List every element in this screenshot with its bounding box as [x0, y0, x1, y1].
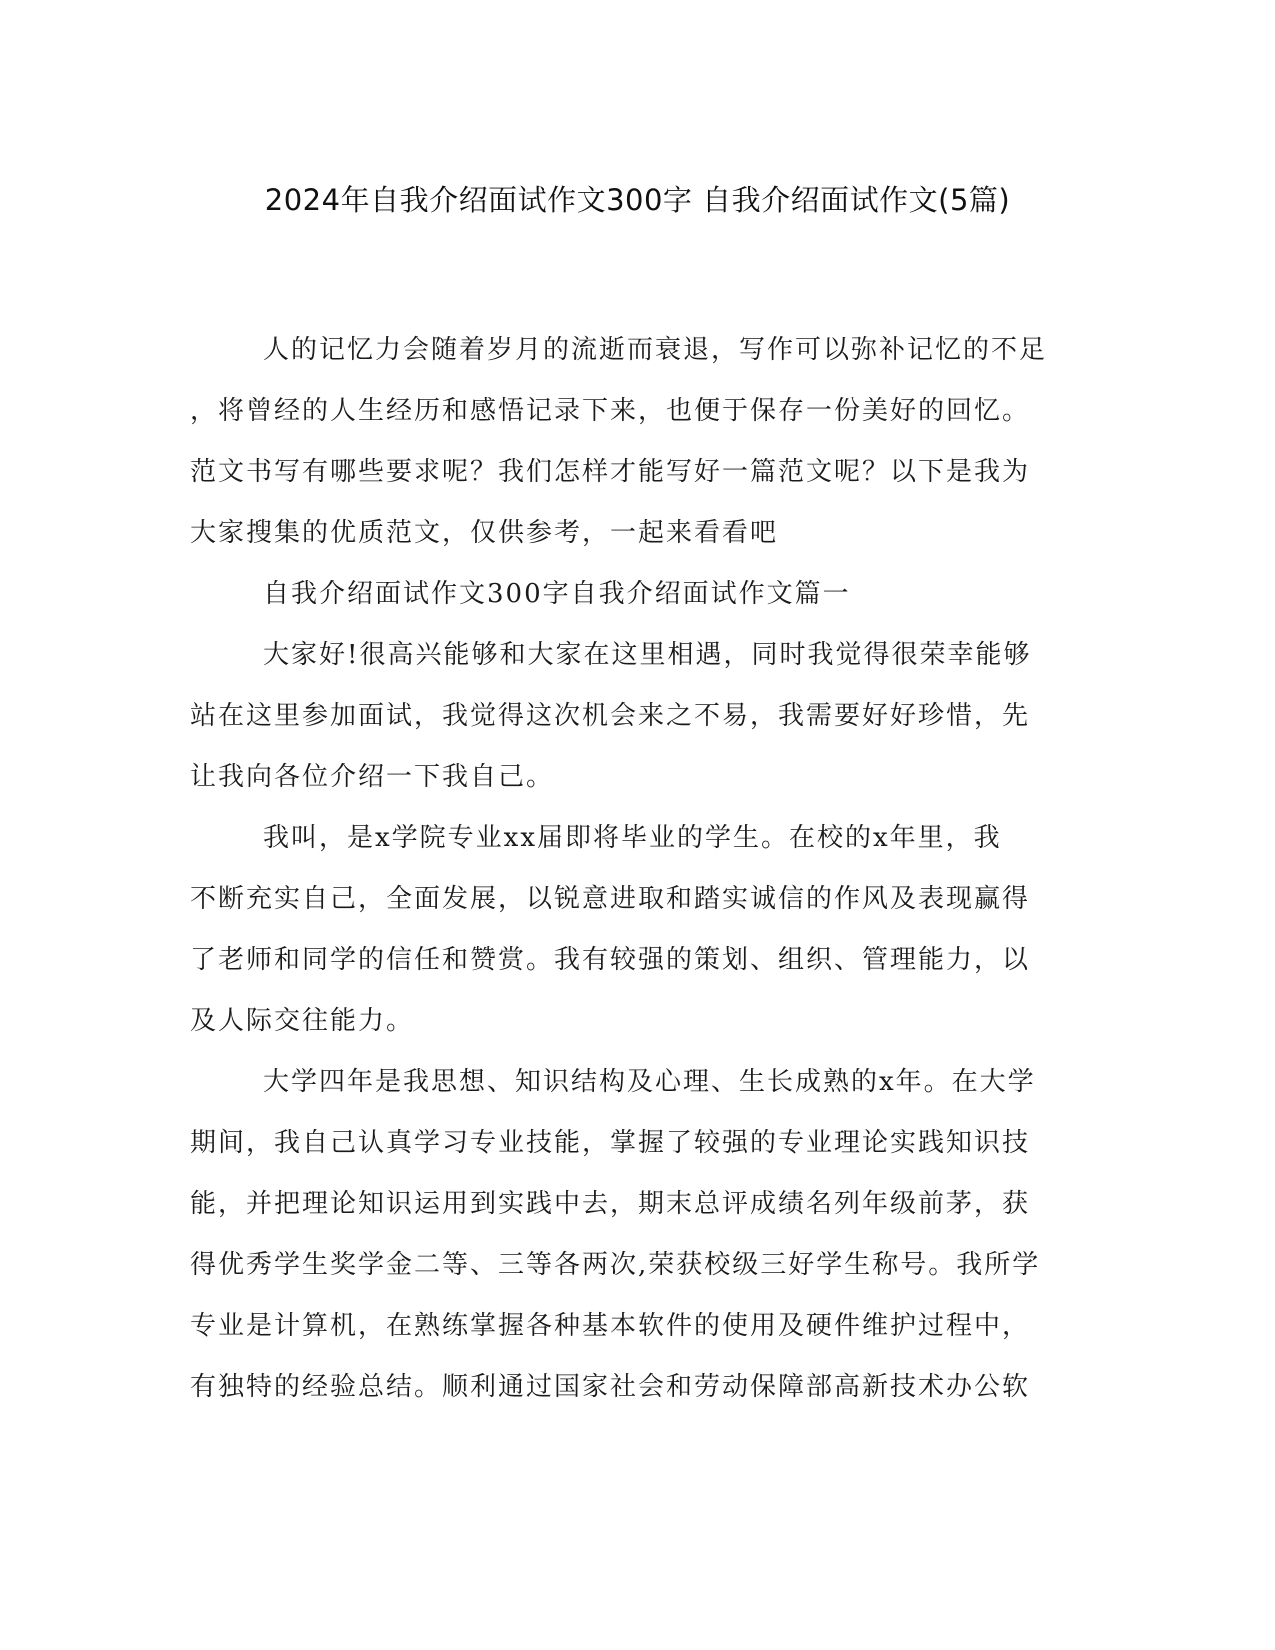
- text-line: 站在这里参加面试，我觉得这次机会来之不易，我需要好好珍惜，先: [190, 701, 1031, 731]
- text-line: 能，并把理论知识运用到实践中去，期末总评成绩名列年级前茅，获: [190, 1189, 1031, 1219]
- text-line: 了老师和同学的信任和赞赏。我有较强的策划、组织、管理能力，以: [190, 945, 1031, 975]
- text-line: 不断充实自己，全面发展，以锐意进取和踏实诚信的作风及表现赢得: [190, 884, 1031, 914]
- text-line: 期间，我自己认真学习专业技能，掌握了较强的专业理论实践知识技: [190, 1128, 1031, 1158]
- text-line: 有独特的经验总结。顺利通过国家社会和劳动保障部高新技术办公软: [190, 1372, 1031, 1402]
- text-line: 我叫，是x学院专业xx届即将毕业的学生。在校的x年里，我: [263, 823, 1002, 853]
- text-line: ，将曾经的人生经历和感悟记录下来，也便于保存一份美好的回忆。: [190, 396, 1031, 426]
- text-line: 得优秀学生奖学金二等、三等各两次,荣获校级三好学生称号。我所学: [190, 1250, 1041, 1280]
- text-line: 大家搜集的优质范文，仅供参考，一起来看看吧: [190, 518, 779, 548]
- section-heading-text: 自我介绍面试作文300字自我介绍面试作文篇一: [263, 579, 851, 609]
- paragraph-introduction: [190, 808, 1070, 1052]
- text-line: 人的记忆力会随着岁月的流逝而衰退，写作可以弥补记忆的不足: [263, 335, 1048, 365]
- text-line: 专业是计算机，在熟练掌握各种基本软件的使用及硬件维护过程中，: [190, 1311, 1031, 1341]
- text-line: 大学四年是我思想、知识结构及心理、生长成熟的x年。在大学: [263, 1067, 1036, 1097]
- text-line: 让我向各位介绍一下我自己。: [190, 762, 555, 792]
- text-line: 大家好!很高兴能够和大家在这里相遇，同时我觉得很荣幸能够: [263, 640, 1032, 670]
- text-line: 范文书写有哪些要求呢？我们怎样才能写好一篇范文呢？以下是我为: [190, 457, 1031, 487]
- paragraph-greeting: [190, 625, 1070, 808]
- intro-paragraph: [190, 320, 1070, 564]
- document-body: [190, 320, 1070, 1418]
- text-line: 及人际交往能力。: [190, 1006, 415, 1036]
- paragraph-university: [190, 1052, 1070, 1418]
- section-heading: [190, 564, 1070, 625]
- document-title: 2024年自我介绍面试作文300字 自我介绍面试作文(5篇): [264, 183, 1011, 217]
